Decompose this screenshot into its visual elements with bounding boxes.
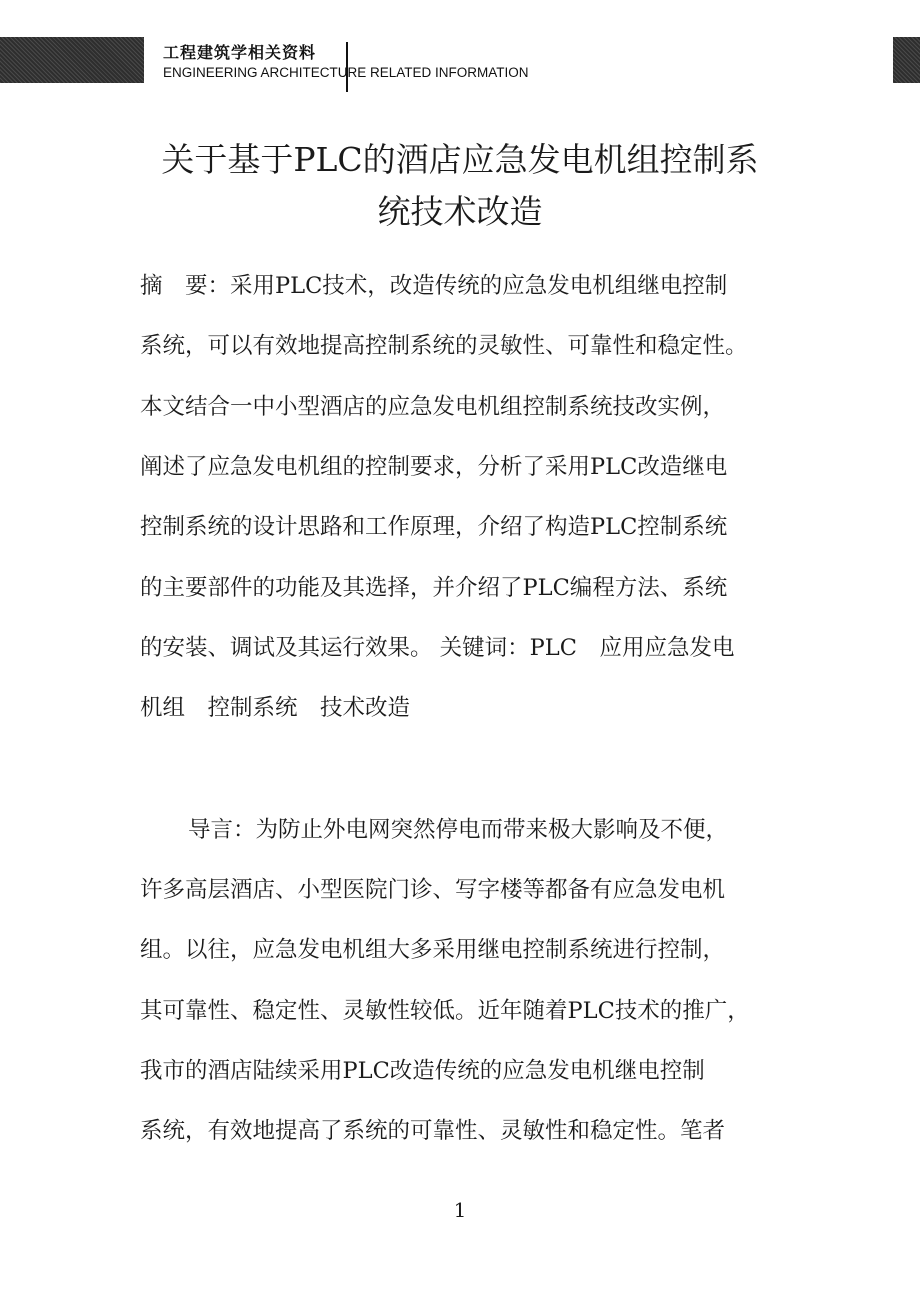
abstract-line: 阐述了应急发电机组的控制要求，分析了采用PLC改造继电 (140, 454, 728, 480)
header-title-en: ENGINEERING ARCHITECTURE RELATED INFORMATION (163, 65, 529, 80)
abstract-line: 摘 要：采用PLC技术，改造传统的应急发电机组继电控制 (140, 273, 728, 299)
document-title-line: 统技术改造 (377, 192, 543, 231)
intro-line: 许多高层酒店、小型医院门诊、写字楼等都备有应急发电机 (140, 877, 726, 903)
abstract-line: 机组 控制系统 技术改造 (140, 695, 411, 721)
header-hatch-block-right (893, 37, 920, 83)
intro-line: 导言：为防止外电网突然停电而带来极大影响及不便， (188, 817, 729, 843)
abstract-line: 的主要部件的功能及其选择，并介绍了PLC编程方法、系统 (140, 575, 728, 601)
abstract-line: 控制系统的设计思路和工作原理，介绍了构造PLC控制系统 (140, 514, 728, 540)
intro-line: 我市的酒店陆续采用PLC改造传统的应急发电机继电控制 (140, 1058, 705, 1084)
intro-line: 组。以往，应急发电机组大多采用继电控制系统进行控制， (140, 937, 726, 963)
abstract-line: 的安装、调试及其运行效果。 关键词：PLC 应用应急发电 (140, 635, 735, 661)
abstract-line: 系统，可以有效地提高控制系统的灵敏性、可靠性和稳定性。 (140, 333, 748, 359)
abstract-line: 本文结合一中小型酒店的应急发电机组控制系统技改实例， (140, 394, 726, 420)
page-number: 1 (453, 1198, 467, 1222)
header-hatch-block-left (0, 37, 144, 83)
intro-line: 其可靠性、稳定性、灵敏性较低。近年随着PLC技术的推广， (140, 998, 750, 1024)
intro-line: 系统，有效地提高了系统的可靠性、灵敏性和稳定性。笔者 (140, 1118, 726, 1144)
header-title-cn: 工程建筑学相关资料 (163, 43, 317, 62)
document-title-line: 关于基于PLC的酒店应急发电机组控制系 (161, 140, 759, 179)
